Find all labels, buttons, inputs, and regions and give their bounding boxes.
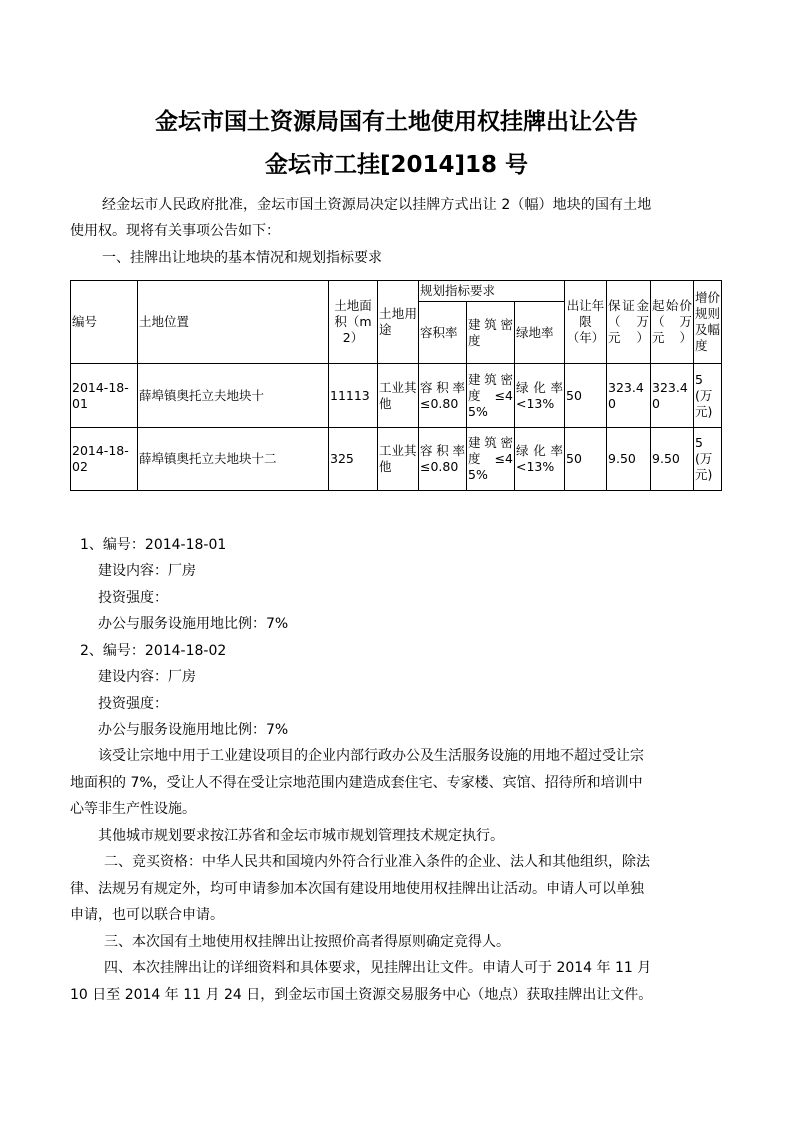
document-number: 金坛市工挂[2014]18 号 xyxy=(264,152,529,178)
section1-heading: 一、挂牌出让地块的基本情况和规划指标要求 xyxy=(102,250,382,266)
parcel-1-ratio: 办公与服务设施用地比例：7% xyxy=(98,616,289,632)
documents-line-2: 10 日至 2014 年 11 月 24 日，到金坛市国土资源交易服务中心（地点）获取挂牌出让文件。 xyxy=(70,987,653,1003)
cell-area: 325 xyxy=(329,428,378,491)
cell-use: 工业其他 xyxy=(378,364,419,428)
cell-term: 50 xyxy=(565,364,607,428)
parcel-2-intensity: 投资强度： xyxy=(98,696,168,712)
intro-line-2: 使用权。现将有关事项公告如下： xyxy=(70,223,280,239)
header-no: 编号 xyxy=(71,281,138,364)
principle-line: 三、本次国有土地使用权挂牌出让按照价高者得原则确定竞得人。 xyxy=(104,934,510,950)
document-title: 金坛市国土资源局国有土地使用权挂牌出让公告 xyxy=(155,109,638,135)
cell-green: 绿化率<13% xyxy=(515,364,565,428)
cell-green: 绿化率<13% xyxy=(515,428,565,491)
parcel-1-intensity: 投资强度： xyxy=(98,590,168,606)
header-location: 土地位置 xyxy=(138,281,329,364)
parcel-1-content: 建设内容：厂房 xyxy=(98,563,196,579)
header-start-price: 起始价（万元） xyxy=(651,281,694,364)
office-paragraph-line-2: 地面积的 7%，受让人不得在受让宗地范围内建造成套住宅、专家楼、宾馆、招待所和培训中 xyxy=(70,775,643,791)
land-parcel-table xyxy=(70,280,722,491)
parcel-2-ratio: 办公与服务设施用地比例：7% xyxy=(98,722,289,738)
header-density: 建筑密度 xyxy=(467,302,515,364)
header-term: 出让年限（年） xyxy=(565,281,607,364)
header-use: 土地用途 xyxy=(378,281,419,364)
cell-start-price: 323.40 xyxy=(651,364,694,428)
header-planning: 规划指标要求 xyxy=(419,281,565,302)
cell-start-price: 9.50 xyxy=(651,428,694,491)
cell-far: 容积率≤0.80 xyxy=(419,364,467,428)
cell-deposit: 323.40 xyxy=(607,364,651,428)
cell-no: 2014-18-01 xyxy=(71,364,138,428)
qualification-line-3: 申请，也可以联合申请。 xyxy=(70,907,224,923)
header-area: 土地面积（m2） xyxy=(329,281,378,364)
office-paragraph-line-1: 该受让宗地中用于工业建设项目的企业内部行政办公及生活服务设施的用地不超过受让宗 xyxy=(98,748,644,764)
table-header-row-1 xyxy=(71,281,722,302)
cell-use: 工业其他 xyxy=(378,428,419,491)
parcel-1-number: 1、编号：2014-18-01 xyxy=(80,537,227,553)
cell-density: 建筑密度≤45% xyxy=(467,364,515,428)
header-deposit: 保证金（万元） xyxy=(607,281,651,364)
cell-term: 50 xyxy=(565,428,607,491)
cell-location: 薛埠镇奥托立夫地块十二 xyxy=(138,428,329,491)
header-green: 绿地率 xyxy=(515,302,565,364)
parcel-2-number: 2、编号：2014-18-02 xyxy=(80,643,227,659)
header-far: 容积率 xyxy=(419,302,467,364)
parcel-2-content: 建设内容：厂房 xyxy=(98,669,196,685)
planning-rule: 其他城市规划要求按江苏省和金坛市城市规划管理技术规定执行。 xyxy=(98,828,504,844)
cell-deposit: 9.50 xyxy=(607,428,651,491)
cell-no: 2014-18-02 xyxy=(71,428,138,491)
cell-area: 11113 xyxy=(329,364,378,428)
cell-increment: 5(万元) xyxy=(694,364,722,428)
qualification-line-1: 二、竞买资格：中华人民共和国境内外符合行业准入条件的企业、法人和其他组织，除法 xyxy=(104,854,650,870)
cell-density: 建筑密度≤45% xyxy=(467,428,515,491)
cell-far: 容积率≤0.80 xyxy=(419,428,467,491)
table-row xyxy=(71,364,722,428)
cell-location: 薛埠镇奥托立夫地块十 xyxy=(138,364,329,428)
header-increment: 增价规则及幅度 xyxy=(694,281,722,364)
cell-increment: 5(万元) xyxy=(694,428,722,491)
documents-line-1: 四、本次挂牌出让的详细资料和具体要求，见挂牌出让文件。申请人可于 2014 年 11 月 xyxy=(104,960,652,976)
office-paragraph-line-3: 心等非生产性设施。 xyxy=(70,801,196,817)
qualification-line-2: 律、法规另有规定外，均可申请参加本次国有建设用地使用权挂牌出让活动。申请人可以单独 xyxy=(70,881,644,897)
intro-line-1: 经金坛市人民政府批准，金坛市国土资源局决定以挂牌方式出让 2（幅）地块的国有土地 xyxy=(102,197,652,213)
table-row xyxy=(71,428,722,491)
